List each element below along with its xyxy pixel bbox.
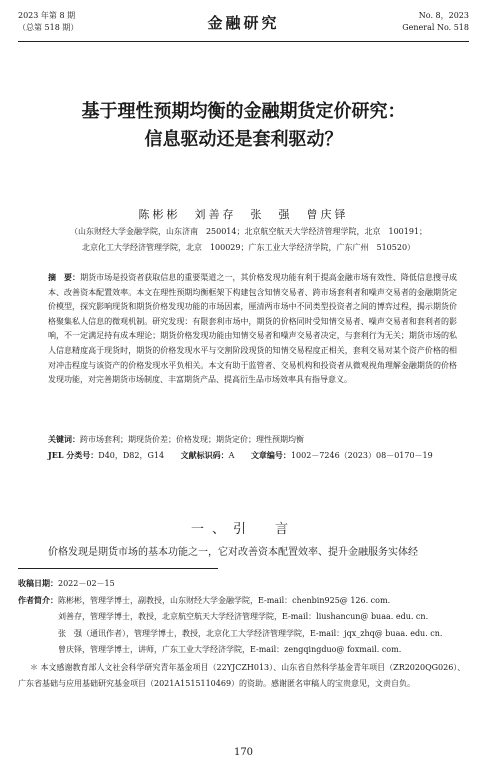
general-number: General No. 518	[402, 23, 469, 32]
abstract	[48, 270, 457, 388]
abstract-text: 期货市场是投资者获取信息的重要渠道之一，其价格发现功能有利于提高金融市场有效性、降低信息搜寻成本、改善资本配置效率。本文在理性预期均衡框架下构建包含知情交易者、跨市场套利者和噪声交易者的金融期货定价模型，探究影响现货和期货价格发现功能的市场因素，厘清两市场中不同类型投资者之间的博弈过程，揭示期货价格聚集私人信息的微观机制。研究发现：有限套利市场中，期货的价格同时受知情交易者、噪声交易者和套利者的影响，不一定满足持有成本理论；期货价格发现功能由知情交易者和噪声交易者决定，与套利行为无关；期货市场的私人信息精度高于现货时，期货的价格发现水平与交割阶段现货的知情交易程度正相关，套利交易对某个资产价格的相对冲击程度与该资产的价格发现水平负相关。本文有助于监管者、交易机构和投资者从微观视角理解金融期货的价格发现功能，对完善期货市场制度、丰富期货产品、提高衍生品市场效率具有指导意义。	[48, 273, 458, 385]
author-bio-1-text: 陈彬彬，管理学博士，副教授，山东财经大学金融学院，E-mail：chenbin925@ 126. com.	[58, 596, 391, 606]
affiliation-line-1: （山东财经大学金融学院，山东济南 250014；北京航空航天大学经济管理学院，北京 100191；	[69, 227, 428, 236]
received-value: 2022－02－15	[58, 579, 115, 588]
issue-total: （总第 518 期）	[18, 23, 79, 32]
article-number-label: 文章编号：	[250, 450, 291, 460]
author-bio-1	[18, 592, 469, 609]
jel-label: JEL 分类号：	[48, 450, 99, 460]
keywords-text: 跨市场套利；期现货价差；价格发现；期货定价；理性预期均衡	[80, 435, 304, 444]
keywords	[48, 434, 457, 445]
issue-year: 2023 年第 8 期	[18, 11, 76, 20]
footnotes	[18, 575, 469, 692]
received-date	[18, 575, 469, 592]
body-paragraph: 价格发现是期货市场的基本功能之一，它对改善资本配置效率、提升金融服务实体经	[48, 547, 418, 558]
author-list: 陈彬彬 刘善存 张 强 曾庆铎	[138, 208, 349, 221]
abstract-label: 摘 要：	[48, 272, 81, 282]
author-bio-4: 曾庆铎，管理学博士，讲师，广东工业大学经济学院，E-mail：zengqingduo@ foxmail. com.	[58, 644, 402, 654]
paper-title	[0, 98, 487, 154]
page-number: 170	[233, 747, 254, 758]
received-label: 收稿日期：	[18, 578, 58, 588]
article-number-value: 1002－7246（2023）08－0170－19	[290, 451, 433, 460]
funding-note: ＊ 本文感谢教育部人文社会科学研究青年基金项目（22YJCZH013）、山东省自然科学基金青年项目（ZR2020QG026）、广东省基础与应用基础研究基金项目（2021A1515110469）的资助。感谢匿名审稿人的宝贵意见，文责自负。	[18, 663, 466, 689]
author-bio-label: 作者简介：	[18, 595, 58, 606]
running-header	[18, 10, 469, 42]
affiliation-line-2: 北京化工大学经济管理学院，北京 100029；广东工业大学经济学院，广东广州 510520）	[81, 243, 416, 252]
issue-number: No. 8，2023	[418, 11, 469, 20]
footnote-divider	[18, 568, 218, 569]
section-heading: 一、引 言	[190, 522, 296, 537]
jel-value: D40，D82，G14	[98, 451, 165, 460]
title-line-1: 基于理性预期均衡的金融期货定价研究：	[81, 101, 406, 122]
author-bio-2: 刘善存，管理学博士，教授，北京航空航天大学经济管理学院，E-mail：liushancun@ buaa. edu. cn.	[58, 612, 429, 622]
doc-code-label: 文献标识码：	[180, 450, 229, 460]
doc-code-value: A	[228, 451, 235, 460]
author-bio-3: 张 强（通讯作者），管理学博士，教授，北京化工大学经济管理学院，E-mail：jqx_zhq@ buaa. edu. cn.	[58, 628, 443, 638]
issue-info-right	[402, 10, 469, 34]
title-line-2: 信息驱动还是套利驱动？	[144, 129, 343, 150]
journal-name: 金融研究	[207, 14, 280, 32]
affiliations	[30, 224, 467, 256]
keywords-label: 关键词：	[48, 434, 80, 444]
classification-codes	[48, 450, 457, 461]
